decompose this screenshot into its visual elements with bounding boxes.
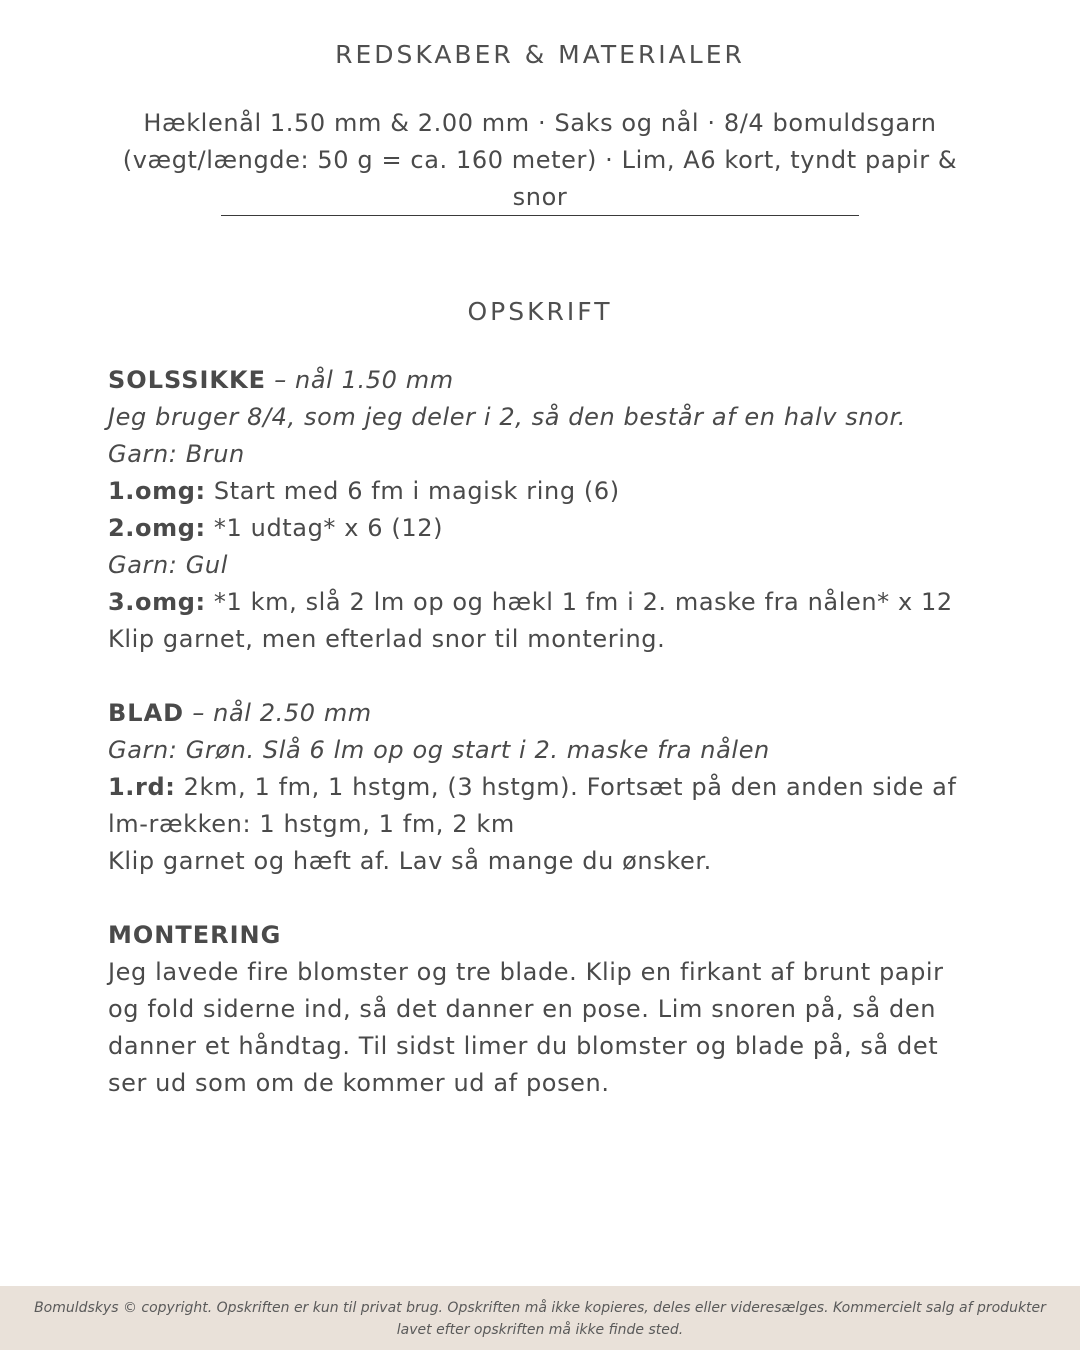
solsikke-yarn-brown: Garn: Brun: [108, 440, 245, 468]
blad-yarn: Garn: Grøn. Slå 6 lm op og start i 2. maske fra nålen: [108, 736, 770, 764]
montering-title: MONTERING: [108, 921, 282, 949]
solsikke-round-1: [108, 473, 988, 510]
copyright-notice: Bomuldskys © copyright. Opskriften er kun til privat brug. Opskriften må ikke kopieres, deles eller videresælges. Kommercielt salg af produkter lavet efter opskriften må ikke finde sted.: [34, 1300, 1046, 1338]
blad-title: BLAD: [108, 699, 185, 727]
solsikke-round-2: [108, 510, 988, 547]
recipe-body: [108, 362, 988, 1102]
solsikke-finish: Klip garnet, men efterlad snor til montering.: [108, 625, 666, 653]
round-text: *1 km, slå 2 lm op og hækl 1 fm i 2. maske fra nålen* x 12: [205, 588, 953, 616]
materials-list: Hæklenål 1.50 mm & 2.00 mm · Saks og nål · 8/4 bomuldsgarn (vægt/længde: 50 g = ca. 160 meter) · Lim, A6 kort, tyndt papir & snor: [122, 109, 958, 211]
blad-header: [108, 695, 988, 732]
divider: [221, 215, 859, 216]
round-label: 1.omg:: [108, 477, 206, 505]
round-text: Start med 6 fm i magisk ring (6): [205, 477, 620, 505]
solsikke-header: [108, 362, 988, 399]
solsikke-round-3: [108, 584, 988, 621]
blad-finish: Klip garnet og hæft af. Lav så mange du ønsker.: [108, 847, 712, 875]
montering-text: Jeg lavede fire blomster og tre blade. Klip en firkant af brunt papir og fold siderne ind, så det danner en pose. Lim snoren på, så den danner et håndtag. Til sidst limer du blomster og blade på, så det ser ud som om de kommer ud af posen.: [108, 958, 944, 1097]
footer: [0, 1286, 1080, 1350]
round-label: 1.rd:: [108, 773, 176, 801]
solsikke-subtitle: – nål 1.50 mm: [266, 366, 454, 394]
solsikke-note: Jeg bruger 8/4, som jeg deler i 2, så den består af en halv snor.: [108, 403, 906, 431]
blad-round-1: [108, 769, 968, 843]
solsikke-title: SOLSSIKKE: [108, 366, 266, 394]
round-text: 2km, 1 fm, 1 hstgm, (3 hstgm). Fortsæt på den anden side af lm-rækken: 1 hstgm, 1 fm, 2 km: [108, 773, 957, 838]
round-label: 2.omg:: [108, 514, 206, 542]
round-text: *1 udtag* x 6 (12): [205, 514, 444, 542]
solsikke-yarn-yellow: Garn: Gul: [108, 551, 228, 579]
blad-subtitle: – nål 2.50 mm: [184, 699, 372, 727]
recipe-heading: OPSKRIFT: [467, 297, 613, 326]
round-label: 3.omg:: [108, 588, 206, 616]
materials-heading: REDSKABER & MATERIALER: [335, 40, 745, 69]
